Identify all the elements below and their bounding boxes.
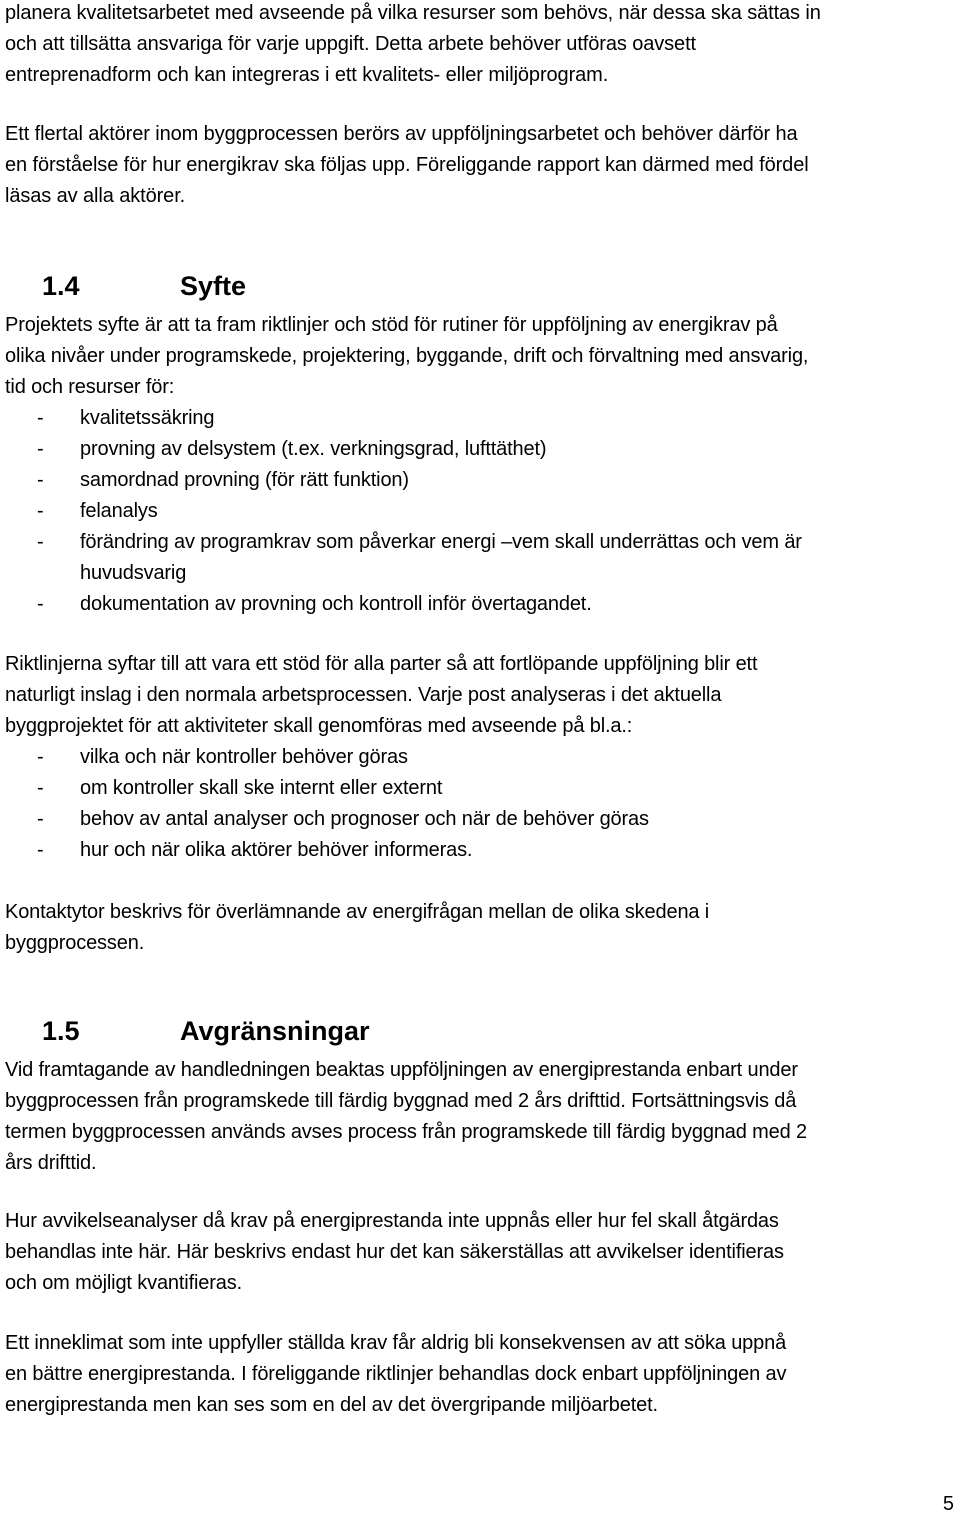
section-title: Avgränsningar <box>180 1016 370 1046</box>
list-item: - om kontroller skall ske internt eller externt <box>37 777 443 799</box>
list-item: - förändring av programkrav som påverkar energi –vem skall underrättas och vem är <box>37 531 802 553</box>
list-item: - behov av antal analyser och prognoser och när de behöver göras <box>37 808 649 830</box>
text-line: och om möjligt kvantifieras. <box>5 1272 243 1294</box>
syfte-bullet-list <box>5 403 955 620</box>
section-heading-syfte <box>42 270 246 302</box>
contact-paragraph <box>5 897 955 959</box>
list-item: - dokumentation av provning och kontroll inför övertagandet. <box>37 593 592 615</box>
avgransningar-paragraph-1 <box>5 1055 955 1179</box>
text-line: en bättre energiprestanda. I föreliggande riktlinjer behandlas dock enbart uppföljningen av <box>5 1363 787 1385</box>
section-title: Syfte <box>180 271 247 301</box>
guidelines-paragraph <box>5 649 955 742</box>
text-line: byggprocessen. <box>5 932 145 954</box>
list-item: - samordnad provning (för rätt funktion) <box>37 469 409 491</box>
list-item: - hur och när olika aktörer behöver informeras. <box>37 839 473 861</box>
text-line: läsas av alla aktörer. <box>5 185 186 207</box>
text-line: entreprenadform och kan integreras i ett kvalitets- eller miljöprogram. <box>5 64 609 86</box>
text-line: planera kvalitetsarbetet med avseende på vilka resurser som behövs, när dessa ska sättas in <box>5 2 821 24</box>
guidelines-bullet-list <box>5 742 955 866</box>
list-item: - felanalys <box>37 500 158 522</box>
intro-paragraph <box>5 0 955 91</box>
text-line: tid och resurser för: <box>5 376 175 398</box>
section-number: 1.4 <box>42 271 80 301</box>
actors-paragraph <box>5 119 955 212</box>
page-number: 5 <box>942 1493 954 1515</box>
text-line: Ett flertal aktörer inom byggprocessen berörs av uppföljningsarbetet och behöver därför ha <box>5 123 798 145</box>
text-line: byggprojektet för att aktiviteter skall genomföras med avseende på bl.a.: <box>5 715 633 737</box>
avgransningar-paragraph-3 <box>5 1328 955 1421</box>
text-line: Vid framtagande av handledningen beaktas uppföljningen av energiprestanda enbart under <box>5 1059 798 1081</box>
text-line: naturligt inslag i den normala arbetsprocessen. Varje post analyseras i det aktuella <box>5 684 722 706</box>
text-line: energiprestanda men kan ses som en del av det övergripande miljöarbetet. <box>5 1394 658 1416</box>
text-line: och att tillsätta ansvariga för varje uppgift. Detta arbete behöver utföras oavsett <box>5 33 696 55</box>
list-item: - provning av delsystem (t.ex. verkningsgrad, lufttäthet) <box>37 438 547 460</box>
avgransningar-paragraph-2 <box>5 1206 955 1299</box>
text-line: Projektets syfte är att ta fram riktlinjer och stöd för rutiner för uppföljning av energikrav på <box>5 314 778 336</box>
text-line: års drifttid. <box>5 1152 97 1174</box>
text-line: olika nivåer under programskede, projektering, byggande, drift och förvaltning med ansvarig, <box>5 345 809 367</box>
section-number: 1.5 <box>42 1016 80 1046</box>
text-line: Hur avvikelseanalyser då krav på energiprestanda inte uppnås eller hur fel skall åtgärdas <box>5 1210 779 1232</box>
list-item: - vilka och när kontroller behöver göras <box>37 746 408 768</box>
text-line: Ett inneklimat som inte uppfyller ställda krav får aldrig bli konsekvensen av att söka uppnå <box>5 1332 787 1354</box>
syfte-intro-paragraph <box>5 310 955 403</box>
text-line: termen byggprocessen används avses process från programskede till färdig byggnad med 2 <box>5 1121 807 1143</box>
text-line: en förståelse för hur energikrav ska följas upp. Föreliggande rapport kan därmed med fördel <box>5 154 809 176</box>
text-line: Riktlinjerna syftar till att vara ett stöd för alla parter så att fortlöpande uppföljning blir ett <box>5 653 758 675</box>
text-line: behandlas inte här. Här beskrivs endast hur det kan säkerställas att avvikelser identifieras <box>5 1241 784 1263</box>
text-line: Kontaktytor beskrivs för överlämnande av energifrågan mellan de olika skedena i <box>5 901 710 923</box>
section-heading-avgransningar <box>42 1015 370 1047</box>
list-item-continuation: huvudsvarig <box>80 562 187 584</box>
list-item: - kvalitetssäkring <box>37 407 215 429</box>
text-line: byggprocessen från programskede till färdig byggnad med 2 års drifttid. Fortsättningsvis då <box>5 1090 797 1112</box>
